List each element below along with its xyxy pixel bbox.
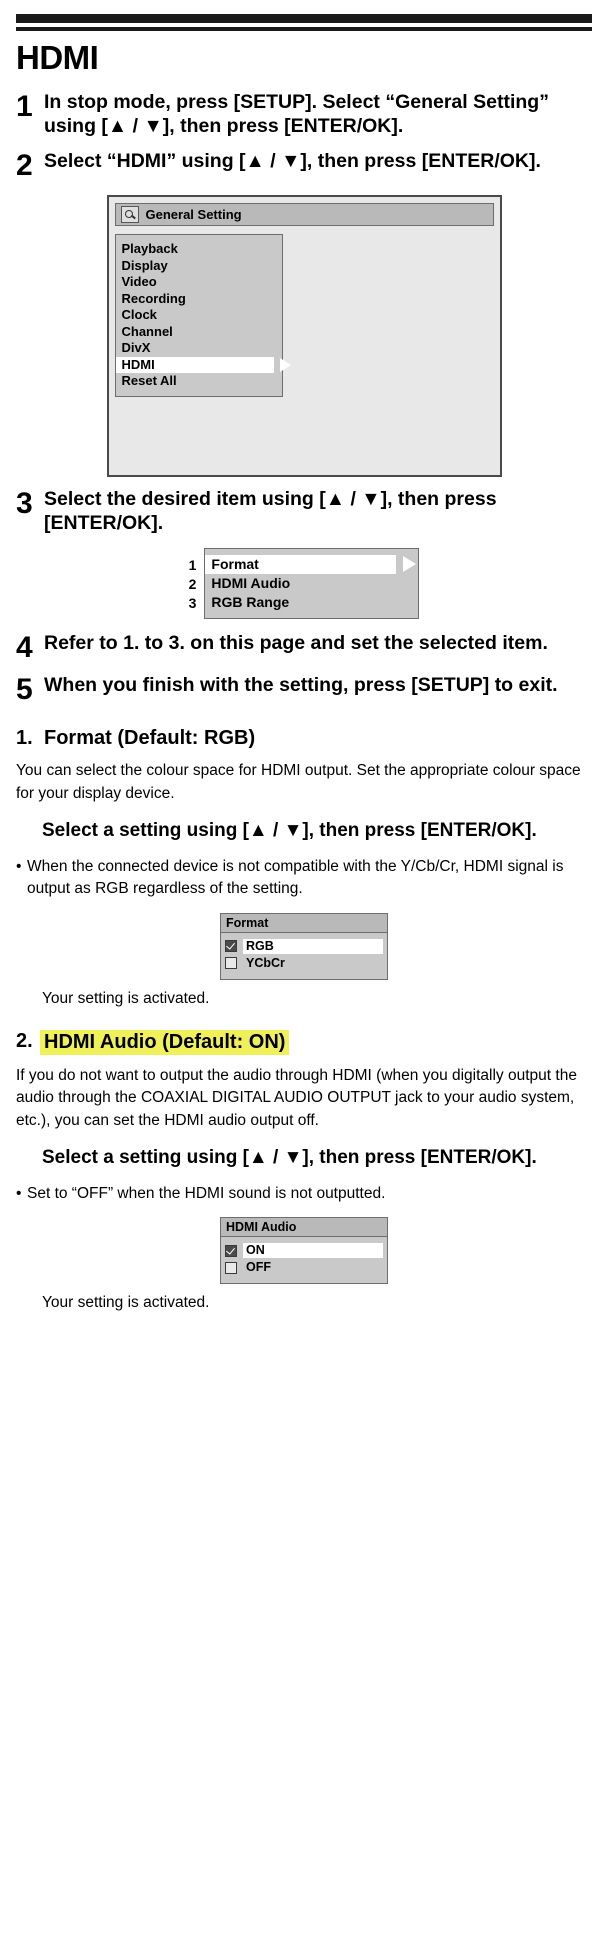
step-number: 1 <box>16 89 33 123</box>
step-number: 2 <box>16 149 33 183</box>
hdmi-audio-option-screen-wrap <box>16 1217 592 1284</box>
step-text: Refer to 1. to 3. on this page and set the selected item. <box>44 632 548 655</box>
format-option-rgb[interactable] <box>221 938 387 955</box>
menu-item-playback[interactable]: Playback <box>121 241 178 257</box>
submenu-number-2: 2 <box>188 576 197 593</box>
step-number: 3 <box>16 486 33 520</box>
submenu-number-1: 1 <box>188 557 197 574</box>
menu-item-recording[interactable]: Recording <box>121 290 186 306</box>
section-number: 2. <box>16 1029 33 1052</box>
step-text: When you finish with the setting, press [SETUP] to exit. <box>44 674 558 697</box>
hdmi-audio-option-on-label: ON <box>243 1243 383 1258</box>
page-title: HDMI <box>16 39 99 76</box>
section-hdmi-audio-body: If you do not want to output the audio through HDMI (when you digitally output the audio through the COAXIAL DIGITAL AUDIO OUTPUT jack to your audio system, etc.), you can set the HDMI audio output off. <box>16 1066 577 1129</box>
bullet-dot-icon: • <box>16 1184 22 1202</box>
section-heading-format <box>16 727 592 750</box>
hdmi-audio-option-on[interactable] <box>221 1242 387 1259</box>
hdmi-audio-option-list <box>221 1237 387 1283</box>
submenu-item-format[interactable] <box>205 555 396 574</box>
general-setting-menu <box>115 234 283 397</box>
section-format-body: You can select the colour space for HDMI output. Set the appropriate colour space for your display device. <box>16 762 581 802</box>
section-format-bullet <box>16 856 592 901</box>
section-format-instruction: Select a setting using [▲ / ▼], then press [ENTER/OK]. <box>42 820 537 842</box>
submenu-item-format-label: Format <box>211 556 259 573</box>
hdmi-audio-option-screen <box>220 1217 388 1284</box>
hdmi-submenu-wrap <box>16 548 592 619</box>
section-title: HDMI Audio (Default: ON) <box>40 1030 289 1055</box>
general-setting-body <box>115 234 494 397</box>
step-4 <box>16 631 592 663</box>
hdmi-submenu-numbers <box>189 548 205 613</box>
hdmi-audio-option-off[interactable] <box>221 1259 387 1276</box>
right-arrow-icon <box>403 556 416 572</box>
header-rules <box>16 0 592 31</box>
magnifier-icon <box>121 206 139 223</box>
checkbox-unchecked-icon[interactable] <box>225 957 237 969</box>
general-setting-screen <box>107 195 502 477</box>
step-number: 4 <box>16 631 33 665</box>
format-option-screen <box>220 913 388 980</box>
step-text: Select “HDMI” using [▲ / ▼], then press [ENTER/OK]. <box>44 150 541 173</box>
rule-thin <box>16 27 592 31</box>
step-2 <box>16 149 592 181</box>
section-heading-hdmi-audio <box>16 1030 592 1055</box>
menu-item-display[interactable]: Display <box>121 257 168 273</box>
section-hdmi-audio-instruction: Select a setting using [▲ / ▼], then press [ENTER/OK]. <box>42 1147 537 1169</box>
general-setting-panel-blank <box>283 234 494 397</box>
hdmi-audio-activation-note: Your setting is activated. <box>42 1294 210 1312</box>
general-setting-title: General Setting <box>145 207 242 223</box>
hdmi-audio-option-title: HDMI Audio <box>221 1218 387 1237</box>
menu-item-clock[interactable]: Clock <box>121 307 157 323</box>
general-setting-footer-blank <box>115 397 494 469</box>
checkbox-checked-icon[interactable] <box>225 1245 237 1257</box>
menu-item-reset-all[interactable]: Reset All <box>121 373 177 389</box>
submenu-item-hdmi-audio[interactable]: HDMI Audio <box>211 575 291 592</box>
menu-item-hdmi-label: HDMI <box>121 356 155 372</box>
format-activation-note: Your setting is activated. <box>42 989 210 1007</box>
format-option-ycbcr-label: YCbCr <box>246 955 285 970</box>
format-option-ycbcr[interactable] <box>221 955 387 972</box>
checkbox-checked-icon[interactable] <box>225 940 237 952</box>
format-option-list <box>221 933 387 979</box>
submenu-item-rgb-range[interactable]: RGB Range <box>211 594 290 611</box>
bullet-text: Set to “OFF” when the HDMI sound is not outputted. <box>27 1184 386 1202</box>
rule-thick <box>16 14 592 23</box>
section-title: Format (Default: RGB) <box>44 727 256 750</box>
menu-item-channel[interactable]: Channel <box>121 323 173 339</box>
right-arrow-icon <box>280 358 291 372</box>
format-option-title: Format <box>221 914 387 933</box>
bullet-text: When the connected device is not compatible with the Y/Cb/Cr, HDMI signal is output as RGB regardless of the setting. <box>27 857 564 898</box>
menu-item-video[interactable]: Video <box>121 274 157 290</box>
step-3 <box>16 487 592 537</box>
bullet-dot-icon: • <box>16 857 22 875</box>
section-hdmi-audio-bullet <box>16 1183 592 1205</box>
step-text: In stop mode, press [SETUP]. Select “General Setting” using [▲ / ▼], then press [ENTER/OK]. <box>44 90 549 138</box>
step-1 <box>16 90 592 140</box>
submenu-number-3: 3 <box>188 595 197 612</box>
general-setting-screen-wrap <box>16 195 592 477</box>
step-text: Select the desired item using [▲ / ▼], then press [ENTER/OK]. <box>44 487 497 535</box>
format-option-rgb-label: RGB <box>243 939 383 954</box>
hdmi-submenu-screen <box>204 548 419 619</box>
checkbox-unchecked-icon[interactable] <box>225 1262 237 1274</box>
menu-item-hdmi[interactable] <box>116 357 274 374</box>
step-5 <box>16 673 592 705</box>
step-number: 5 <box>16 673 33 707</box>
section-number: 1. <box>16 727 33 750</box>
general-setting-titlebar <box>115 203 494 226</box>
hdmi-audio-option-off-label: OFF <box>246 1260 271 1275</box>
format-option-screen-wrap <box>16 913 592 980</box>
menu-item-divx[interactable]: DivX <box>121 340 151 356</box>
